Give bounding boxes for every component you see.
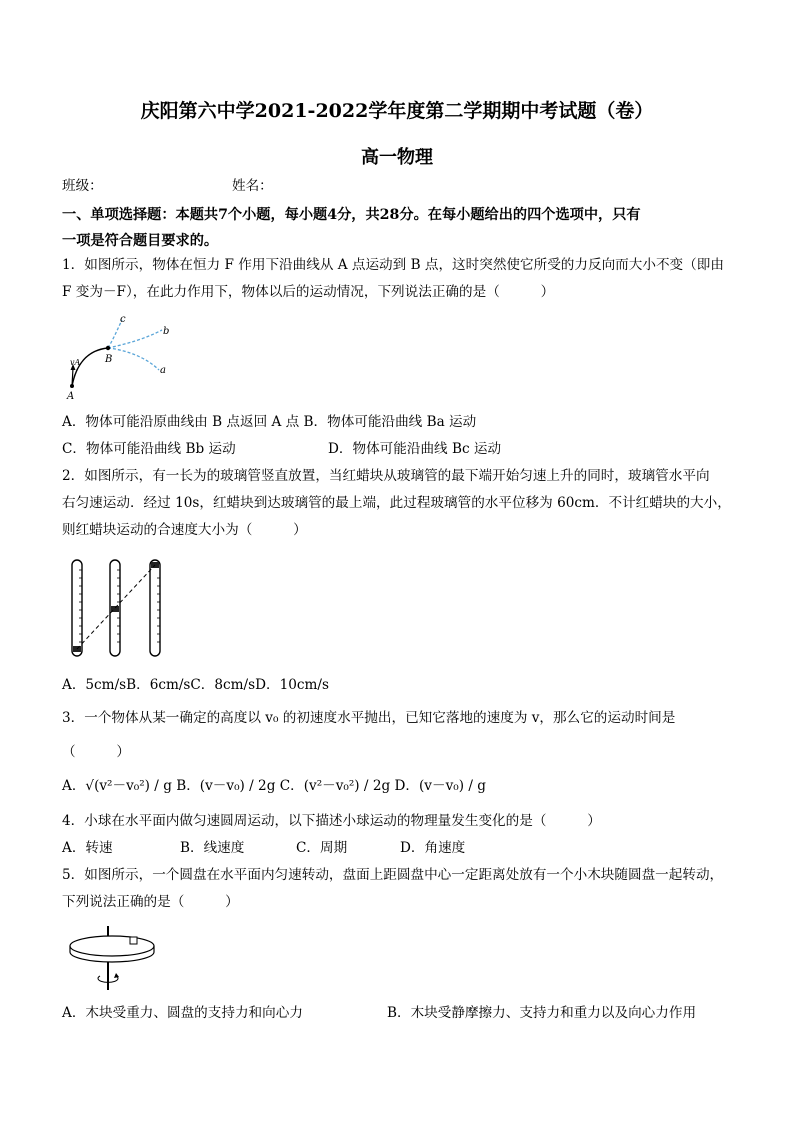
q1-label-a: a: [160, 365, 166, 376]
q3-stem-line2: （ ）: [62, 744, 130, 760]
q1-option-D: D．物体可能沿曲线 Bc 运动: [328, 441, 502, 457]
q2-stem-line1: 2．如图所示，有一长为的玻璃管竖直放置，当红蜡块从玻璃管的最下端开始匀速上升的同时，玻璃管水平向: [62, 468, 710, 484]
q5-stem-line1: 5．如图所示，一个圆盘在水平面内匀速转动，盘面上距圆盘中心一定距离处放有一个小木块随圆盘一起转动，: [62, 867, 724, 883]
q5-disk-top: [70, 936, 154, 956]
q4-stem: 4．小球在水平面内做匀速圆周运动，以下描述小球运动的物理量发生变化的是（ ）: [62, 813, 601, 829]
section1-heading-line1: 一、单项选择题：本题共7个小题，每小题4分，共28分。在每小题给出的四个选项中，只有: [62, 207, 641, 223]
q2-tube-3: [150, 560, 160, 656]
q5-option-A: A．木块受重力、圆盘的支持力和向心力: [62, 1005, 303, 1021]
q1-stem-line2: F 变为－F），在此力作用下，物体以后的运动情况，下列说法正确的是（ ）: [62, 284, 555, 300]
q3-stem-line1: 3．一个物体从某一确定的高度以 v₀ 的初速度水平抛出，已知它落地的速度为 v，那么它的运动时间是: [62, 710, 676, 726]
q3-options: A．√(v²－v₀²) / g B．(v－v₀) / 2g C．(v²－v₀²) / 2g D．(v－v₀) / g: [62, 778, 486, 794]
q1-point-B: [106, 346, 110, 350]
q5-wood-block: [130, 937, 137, 944]
q2-stem-line3: 则红蜡块运动的合速度大小为（ ）: [62, 522, 307, 538]
class-label: 班级：: [62, 178, 103, 194]
q1-label-A: A: [67, 391, 75, 402]
q2-tube-2: [110, 560, 120, 656]
q1-original-curve: [72, 348, 108, 386]
q5-option-B: B．木块受静摩擦力、支持力和重力以及向心力作用: [387, 1005, 697, 1021]
q4-option-D: D．角速度: [400, 840, 466, 856]
q1-curve-Ba: [108, 348, 159, 370]
q1-figure: [62, 310, 182, 402]
q2-stem-line2: 右匀速运动．经过 10s，红蜡块到达玻璃管的最上端，此过程玻璃管的水平位移为 60cm．不计红蜡块的大小，: [62, 495, 731, 511]
q1-option-AB: A．物体可能沿原曲线由 B 点返回 A 点 B．物体可能沿曲线 Ba 运动: [62, 414, 477, 430]
q5-stem-line2: 下列说法正确的是（ ）: [62, 894, 239, 910]
q1-label-b: b: [163, 326, 170, 337]
q1-option-C: C．物体可能沿曲线 Bb 运动: [62, 441, 236, 457]
q4-option-A: A．转速: [62, 840, 113, 856]
q1-stem-line1: 1．如图所示，物体在恒力 F 作用下沿曲线从 A 点运动到 B 点，这时突然使它所受的力反向而大小不变（即由: [62, 257, 724, 273]
q4-option-C: C．周期: [296, 840, 348, 856]
q1-label-c: c: [120, 314, 126, 325]
q2-path-dashed: [77, 565, 155, 649]
section1-heading-line2: 一项是符合题目要求的。: [62, 233, 219, 249]
exam-subtitle: 高一物理: [361, 147, 433, 168]
exam-title: 庆阳第六中学2021-2022学年度第二学期期中考试题（卷）: [140, 100, 654, 122]
q1-label-B: B: [105, 354, 113, 365]
q5-figure: [66, 922, 166, 994]
q2-figure: [68, 556, 168, 660]
q2-tube-1: [72, 560, 82, 656]
q2-options: A．5cm/sB．6cm/sC．8cm/sD．10cm/s: [62, 677, 329, 693]
q1-label-vA: vA: [70, 358, 81, 367]
q4-option-B: B．线速度: [180, 840, 245, 856]
name-label: 姓名：: [232, 178, 273, 194]
